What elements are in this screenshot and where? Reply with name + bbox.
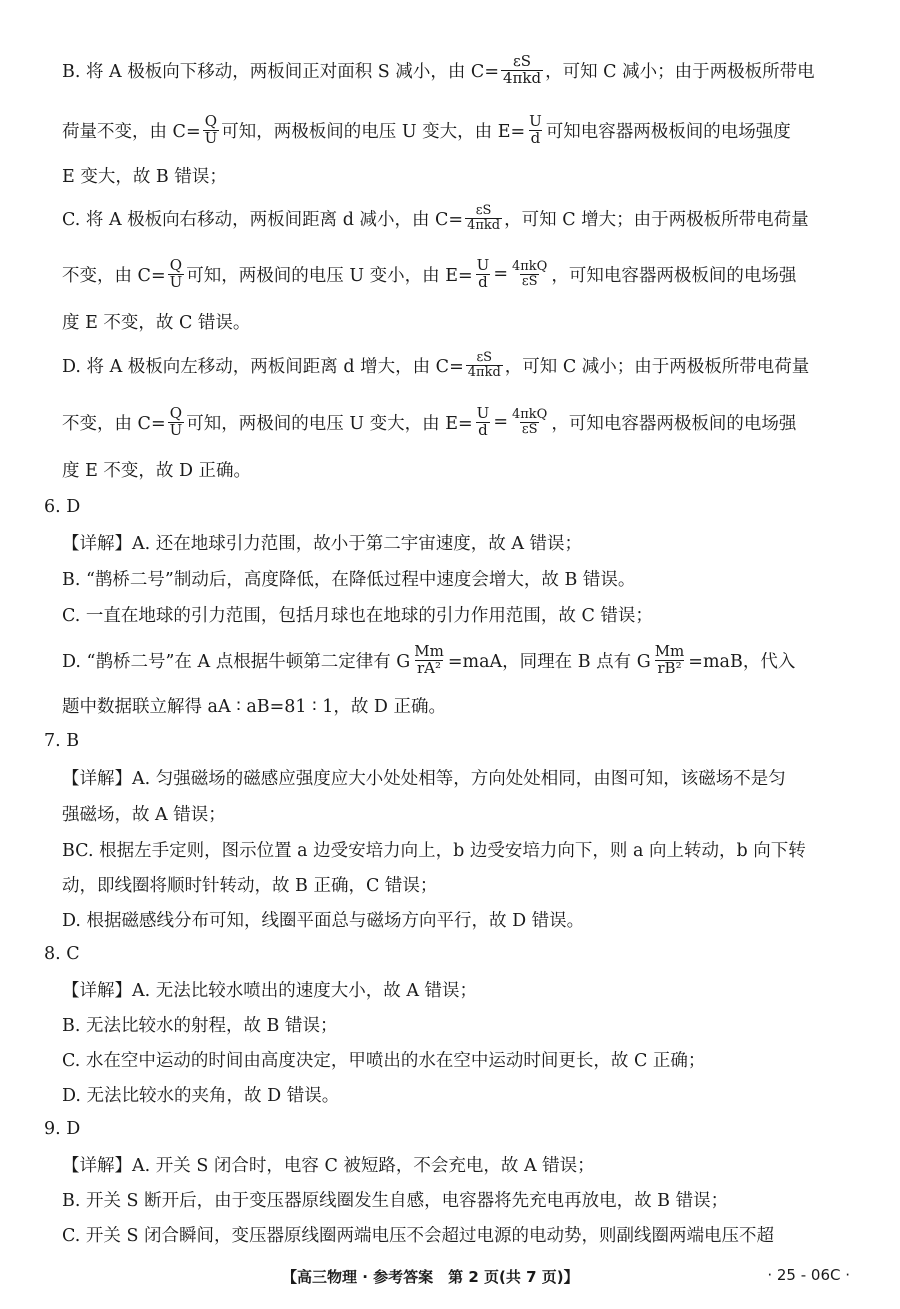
text: 题中数据联立解得 aA ∶ aB=81 ∶ 1，故 D 正确。 bbox=[62, 696, 447, 717]
q6-detail-d1 bbox=[62, 638, 862, 682]
text: 强磁场，故 A 错误； bbox=[62, 804, 226, 825]
text: C. 水在空中运动的时间由高度决定，甲喷出的水在空中运动时间更长，故 C 正确； bbox=[62, 1050, 706, 1071]
q8-detail-d bbox=[62, 1079, 862, 1109]
footer-title: 【高三物理 · 参考答案 第 2 页(共 7 页)】 bbox=[282, 1268, 579, 1286]
q5-b-line3 bbox=[62, 160, 862, 190]
text: B. 无法比较水的射程，故 B 错误； bbox=[62, 1015, 338, 1036]
formula-fraction: $\frac{U}{d}$ bbox=[529, 111, 542, 147]
q9-detail-b bbox=[62, 1184, 862, 1214]
text: ，可知电容器两极板间的电场强 bbox=[551, 413, 797, 434]
formula-fraction: $\frac{U}{d}$ bbox=[476, 255, 490, 291]
q5-b-line2 bbox=[62, 108, 862, 152]
q7-detail-bc2 bbox=[62, 869, 862, 899]
formula-fraction: $\frac{Mm}{\text{rA²}}$ bbox=[414, 641, 444, 677]
q5-c-line2 bbox=[62, 252, 862, 296]
q7-detail-a2 bbox=[62, 798, 862, 828]
text: C. 一直在地球的引力范围，包括月球也在地球的引力作用范围，故 C 错误； bbox=[62, 605, 653, 626]
text: D. 无法比较水的夹角，故 D 错误。 bbox=[62, 1085, 340, 1106]
text: 可知电容器两极板间的电场强度 bbox=[545, 121, 791, 142]
page-footer bbox=[0, 1266, 900, 1290]
q5-d-line3 bbox=[62, 454, 862, 484]
text: ，可知 C 增大；由于两极板所带电荷量 bbox=[504, 209, 809, 230]
q8-answer bbox=[44, 939, 844, 969]
text: BC. 根据左手定则，图示位置 a 边受安培力向上，b 边受安培力向下，则 a 向上转动，b 向下转 bbox=[62, 840, 806, 861]
formula-fraction: $\frac{U}{d}$ bbox=[476, 403, 490, 439]
answer-number: 6. D bbox=[44, 497, 81, 517]
formula-fraction: $\frac{Q}{U}$ bbox=[204, 111, 218, 147]
text: B. “鹊桥二号”制动后，高度降低，在降低过程中速度会增大，故 B 错误。 bbox=[62, 569, 636, 590]
formula-fraction: $\frac{\varepsilon S}{\text{4πkd}}$ bbox=[502, 51, 542, 87]
q6-detail-a bbox=[62, 527, 862, 557]
text: D. 将 A 极板向左移动，两板间距离 d 增大，由 C= bbox=[62, 356, 464, 377]
text: = bbox=[493, 264, 508, 284]
text: B. 将 A 极板向下移动，两板间正对面积 S 减小，由 C= bbox=[62, 61, 499, 82]
text: 不变，由 C= bbox=[62, 413, 166, 434]
q6-detail-b bbox=[62, 563, 862, 593]
q6-detail-c bbox=[62, 599, 862, 629]
q7-detail-bc1 bbox=[62, 834, 862, 864]
formula-fraction: $\frac{\text{4πkQ}}{\varepsilon S}$ bbox=[511, 258, 548, 289]
text: 度 E 不变，故 D 正确。 bbox=[62, 460, 252, 481]
text: 可知，两极间的电压 U 变小，由 E= bbox=[186, 265, 473, 286]
text: B. 开关 S 断开后，由于变压器原线圈发生自感，电容器将先充电再放电，故 B 错误； bbox=[62, 1190, 729, 1211]
text: =maB，代入 bbox=[688, 651, 796, 672]
text: 可知，两极间的电压 U 变大，由 E= bbox=[186, 413, 473, 434]
text: 【详解】A. 开关 S 闭合时，电容 C 被短路，不会充电，故 A 错误； bbox=[62, 1155, 595, 1176]
q8-detail-b bbox=[62, 1009, 862, 1039]
q5-b-line1 bbox=[62, 50, 862, 90]
text: 不变，由 C= bbox=[62, 265, 166, 286]
formula-fraction: $\frac{Mm}{\text{rB²}}$ bbox=[654, 641, 685, 677]
text: = bbox=[493, 412, 508, 432]
q6-answer bbox=[44, 492, 844, 522]
text: C. 将 A 极板向右移动，两板间距离 d 减小，由 C= bbox=[62, 209, 464, 230]
q9-answer bbox=[44, 1114, 844, 1144]
text: 【详解】A. 还在地球引力范围，故小于第二宇宙速度，故 A 错误； bbox=[62, 533, 583, 554]
q7-detail-d bbox=[62, 904, 862, 934]
text: ，可知 C 减小；由于两极板所带电荷量 bbox=[504, 356, 810, 377]
q9-detail-c bbox=[62, 1219, 862, 1249]
text: 可知，两极板间的电压 U 变大，由 E= bbox=[221, 121, 526, 142]
q5-d-line1 bbox=[62, 344, 862, 386]
q9-detail-a bbox=[62, 1149, 862, 1179]
formula-fraction: $\frac{\text{4πkQ}}{\varepsilon S}$ bbox=[511, 406, 548, 437]
q7-detail-a1 bbox=[62, 762, 862, 792]
text: C. 开关 S 闭合瞬间，变压器原线圈两端电压不会超过电源的电动势，则副线圈两端电压不超 bbox=[62, 1225, 775, 1246]
q5-d-line2 bbox=[62, 400, 862, 444]
text: =maA，同理在 B 点有 G bbox=[447, 651, 651, 672]
q7-answer bbox=[44, 726, 844, 756]
answer-number: 9. D bbox=[44, 1119, 81, 1139]
formula-fraction: $\frac{Q}{U}$ bbox=[169, 255, 183, 291]
text: ，可知 C 减小；由于两极板所带电 bbox=[545, 61, 815, 82]
footer-code: · 25 - 06C · bbox=[767, 1266, 850, 1284]
text: ，可知电容器两极板间的电场强 bbox=[551, 265, 797, 286]
text: D. “鹊桥二号”在 A 点根据牛顿第二定律有 G bbox=[62, 651, 411, 672]
text: 度 E 不变，故 C 错误。 bbox=[62, 312, 251, 333]
q6-detail-d2 bbox=[62, 690, 862, 720]
q8-detail-c bbox=[62, 1044, 862, 1074]
q8-detail-a bbox=[62, 974, 862, 1004]
answer-number: 8. C bbox=[44, 944, 80, 964]
text: 【详解】A. 无法比较水喷出的速度大小，故 A 错误； bbox=[62, 980, 478, 1001]
formula-fraction: $\frac{\varepsilon S}{\text{4πkd}}$ bbox=[467, 202, 501, 233]
q5-c-line1 bbox=[62, 198, 862, 238]
text: 动，即线圈将顺时针转动，故 B 正确，C 错误； bbox=[62, 875, 438, 896]
text: 【详解】A. 匀强磁场的磁感应强度应大小处处相等，方向处处相同，由图可知，该磁场不是匀 bbox=[62, 768, 786, 789]
formula-fraction: $\frac{\varepsilon S}{\text{4πkd}}$ bbox=[467, 349, 501, 380]
text: 荷量不变，由 C= bbox=[62, 121, 201, 142]
formula-fraction: $\frac{Q}{U}$ bbox=[169, 403, 183, 439]
text: E 变大，故 B 错误； bbox=[62, 166, 227, 187]
answer-number: 7. B bbox=[44, 731, 80, 751]
q5-c-line3 bbox=[62, 306, 862, 336]
text: D. 根据磁感线分布可知，线圈平面总与磁场方向平行，故 D 错误。 bbox=[62, 910, 585, 931]
